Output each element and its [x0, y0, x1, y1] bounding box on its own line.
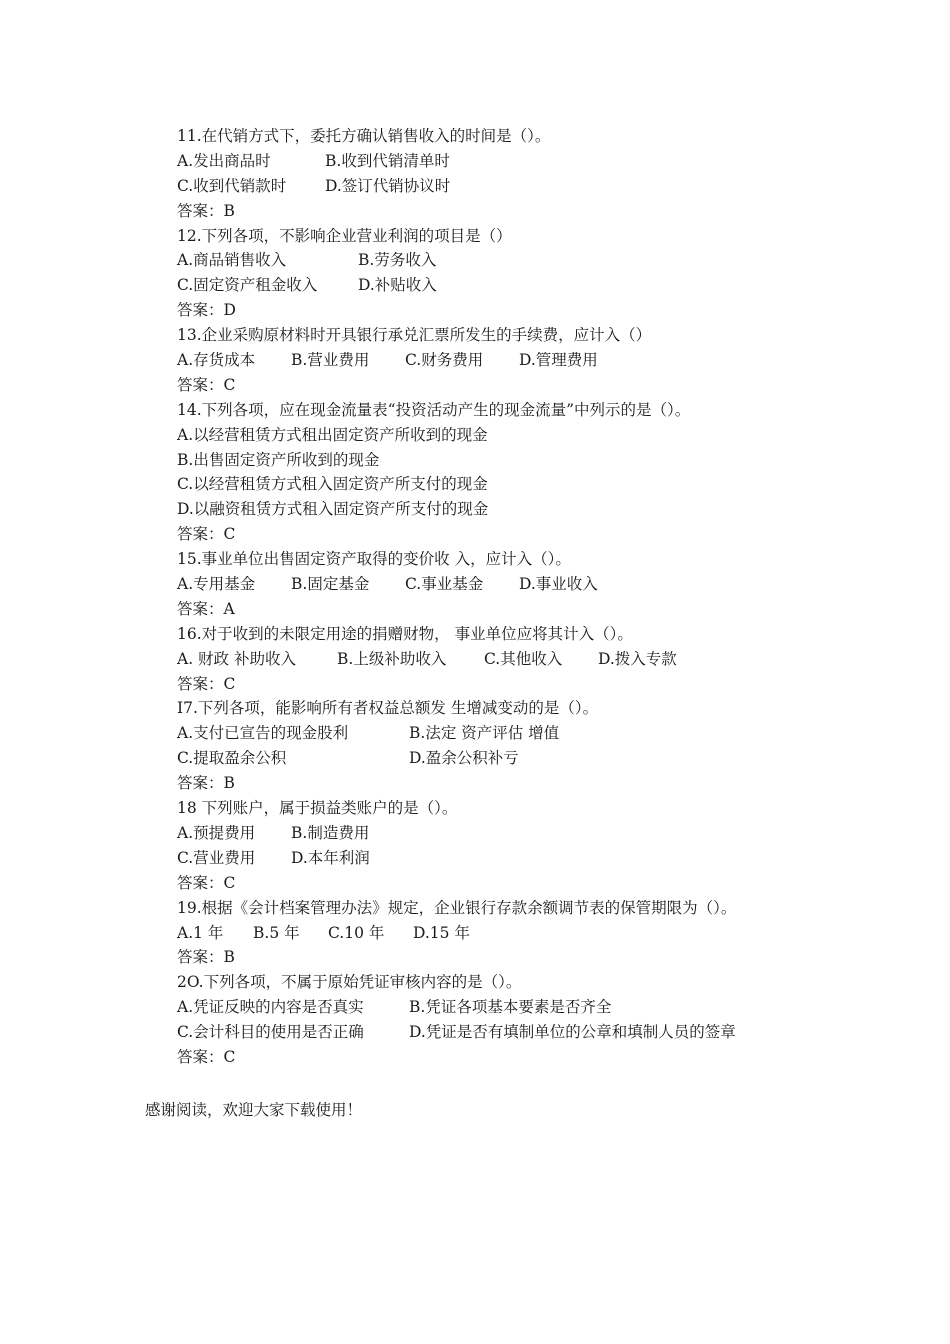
- option-row: [177, 448, 877, 473]
- answer-option: C.其他收入: [484, 649, 563, 668]
- option-row: [177, 721, 877, 746]
- question-stem: I7.下列各项，能影响所有者权益总额发 生增减变动的是（）。: [177, 699, 599, 718]
- option-row: [177, 472, 877, 497]
- answer-option: B.上级补助收入: [337, 649, 447, 668]
- answer-option: A.预提费用: [177, 823, 256, 842]
- answer-option: C.营业费用: [177, 848, 256, 867]
- answer-option: D.事业收入: [519, 575, 598, 594]
- answer-line: 答案：C: [177, 674, 236, 693]
- answer-option: B.收到代销清单时: [325, 151, 450, 170]
- answer-option: C.10 年: [328, 923, 385, 942]
- question-stem: 13.企业采购原材料时开具银行承兑汇票所发生的手续费，应计入（）: [177, 326, 652, 345]
- answer-line: 答案：B: [177, 774, 235, 793]
- answer-option: C.固定资产租金收入: [177, 276, 318, 295]
- answer-option: A.专用基金: [177, 575, 256, 594]
- answer-line: 答案：B: [177, 201, 235, 220]
- answer-line: 答案：C: [177, 1047, 236, 1066]
- answer-option: D.补贴收入: [358, 276, 437, 295]
- answer-option: B.劳务收入: [358, 251, 437, 270]
- answer-option: B.法定 资产评估 增值: [409, 724, 560, 743]
- option-row: [177, 921, 877, 946]
- answer-option: D.以融资租赁方式租入固定资产所支付的现金: [177, 500, 489, 519]
- answer-option: B.出售固定资产所收到的现金: [177, 450, 380, 469]
- answer-option: D.管理费用: [519, 351, 598, 370]
- question-stem: 18 下列账户，属于损益类账户的是（）。: [177, 799, 458, 818]
- option-row: [177, 995, 877, 1020]
- question-stem: 2O.下列各项，不属于原始凭证审核内容的是（）。: [177, 973, 522, 992]
- answer-line: 答案：C: [177, 525, 236, 544]
- answer-option: B.营业费用: [291, 351, 370, 370]
- answer-option: D.拨入专款: [598, 649, 677, 668]
- answer-line: 答案：C: [177, 873, 236, 892]
- answer-option: C.事业基金: [405, 575, 484, 594]
- answer-option: A. 财政 补助收入: [177, 649, 296, 668]
- option-row: [177, 174, 877, 199]
- answer-option: D.盈余公积补亏: [409, 749, 519, 768]
- answer-option: C.财务费用: [405, 351, 484, 370]
- option-row: [177, 348, 877, 373]
- answer-option: C.提取盈余公积: [177, 749, 287, 768]
- answer-line: 答案：D: [177, 301, 236, 320]
- answer-option: D.签订代销协议时: [325, 176, 451, 195]
- answer-option: D.本年利润: [291, 848, 370, 867]
- option-row: [177, 1020, 877, 1045]
- option-row: [177, 248, 877, 273]
- answer-line: 答案：B: [177, 948, 235, 967]
- option-row: [177, 497, 877, 522]
- answer-option: C.收到代销款时: [177, 176, 287, 195]
- answer-option: D.凭证是否有填制单位的公章和填制人员的签章: [409, 1023, 736, 1042]
- answer-option: A.存货成本: [177, 351, 256, 370]
- question-stem: 16.对于收到的未限定用途的捐赠财物， 事业单位应将其计入（）。: [177, 624, 633, 643]
- answer-line: 答案：C: [177, 375, 236, 394]
- question-list: [177, 124, 877, 1070]
- answer-option: A.1 年: [177, 923, 224, 942]
- answer-line: 答案：A: [177, 599, 235, 618]
- question-stem: 19.根据《会计档案管理办法》规定，企业银行存款余额调节表的保管期限为（）。: [177, 898, 737, 917]
- option-row: [177, 149, 877, 174]
- question-stem: 12.下列各项，不影响企业营业利润的项目是（）: [177, 226, 512, 245]
- option-row: [177, 423, 877, 448]
- option-row: [177, 821, 877, 846]
- answer-option: A.凭证反映的内容是否真实: [177, 998, 364, 1017]
- option-row: [177, 647, 877, 672]
- answer-option: B.5 年: [253, 923, 300, 942]
- option-row: [177, 746, 877, 771]
- answer-option: B.凭证各项基本要素是否齐全: [409, 998, 612, 1017]
- answer-option: A.商品销售收入: [177, 251, 287, 270]
- answer-option: A.发出商品时: [177, 151, 271, 170]
- question-stem: 14.下列各项，应在现金流量表“投资活动产生的现金流量”中列示的是（）。: [177, 400, 691, 419]
- question-stem: 11.在代销方式下，委托方确认销售收入的时间是（）。: [177, 127, 551, 145]
- answer-option: B.固定基金: [291, 575, 370, 594]
- option-row: [177, 572, 877, 597]
- answer-option: D.15 年: [413, 923, 470, 942]
- option-row: [177, 846, 877, 871]
- answer-option: A.支付已宣告的现金股利: [177, 724, 349, 743]
- answer-option: C.以经营租赁方式租入固定资产所支付的现金: [177, 475, 488, 494]
- option-row: [177, 273, 877, 298]
- closing-note: 感谢阅读，欢迎大家下载使用！: [145, 1101, 363, 1119]
- answer-option: A.以经营租赁方式租出固定资产所收到的现金: [177, 425, 488, 444]
- question-stem: 15.事业单位出售固定资产取得的变价收 入，应计入（）。: [177, 550, 571, 569]
- answer-option: B.制造费用: [291, 823, 370, 842]
- answer-option: C.会计科目的使用是否正确: [177, 1023, 364, 1042]
